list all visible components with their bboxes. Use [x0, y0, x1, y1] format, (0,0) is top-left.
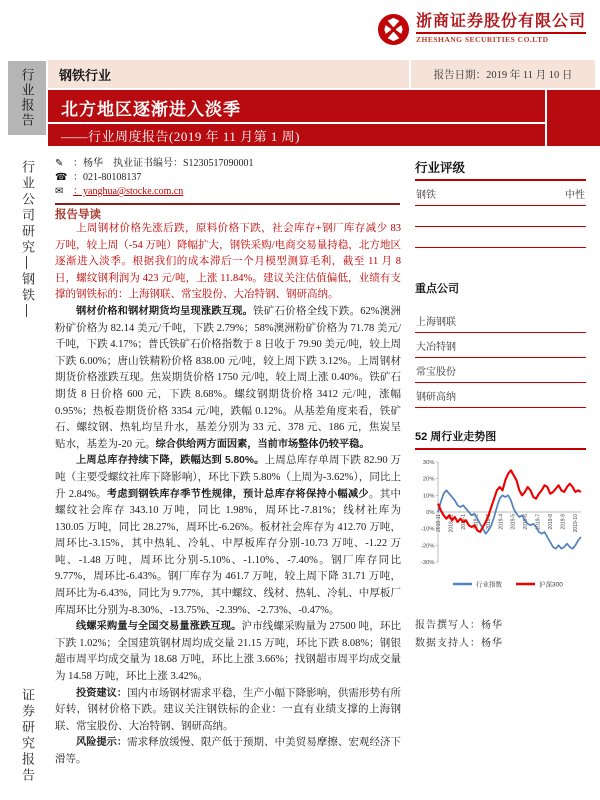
title-banner: [48, 90, 600, 146]
svg-text:2019-1: 2019-1: [460, 514, 467, 530]
svg-text:20%: 20%: [422, 476, 435, 483]
zheshang-logo-icon: [377, 13, 410, 46]
industry-band: [48, 60, 595, 88]
report-paragraph: 风险提示：需求释放缓慢、限产低于预期、中美贸易摩擦、宏观经济下滑等。: [55, 737, 402, 765]
report-paragraph: 上周钢材价格先涨后跌，原料价格下跌，社会库存+钢厂库存减少 83 万吨，较上周（-54 万吨）降幅扩大，钢铁采购/电商交易量持稳，北方地区逐渐进入淡季。根据我们的成本滞后一个月模型测算毛利，截至 11 月 8 日，螺纹钢利润为 423 元/吨，上涨 11.84%。建议关注估值偏低，业绩有支撑的钢铁标的：上海钢联、常宝股份、大冶特钢、钢研高纳。: [55, 223, 401, 301]
contact-row: [55, 185, 400, 199]
side-tab-report-type: 行业报告: [8, 61, 46, 135]
report-paragraph: 线螺采购量与全国交易量涨跌互现。沪市线螺采购量为 27500 吨，环比下跌 1.02%；全国建筑钢材周均成交量 21.15 万吨，环比下跌 8.08%；钢银超市周平均成交量为 18.68 万吨，环比上涨 3.66%；找钢超市周平均成交量为 14.58 万吨，环比上涨 3.42%。: [55, 621, 402, 683]
banner-right-divider: [545, 90, 547, 146]
contact-row: [55, 171, 400, 185]
data-support: 数据支持人：杨华: [415, 638, 503, 649]
key-company-item: 钢研高纳: [415, 383, 586, 408]
logo-divider: [416, 32, 586, 34]
rating-table: [415, 181, 586, 248]
report-subtitle: ——行业周度报告(2019 年 11 月第 1 周): [61, 129, 300, 144]
svg-text:2019-2: 2019-2: [473, 514, 480, 530]
svg-text:2019-10: 2019-10: [573, 514, 579, 533]
company-logo: [377, 13, 586, 46]
contact-text: ：021-80108137: [73, 172, 142, 183]
report-title: 北方地区逐渐进入淡季: [61, 100, 241, 119]
contact-text: ：杨华 执业证书编号：S1230517090001: [73, 158, 254, 169]
right-column: [415, 158, 586, 653]
mail-icon: ✉: [55, 186, 64, 197]
key-company-item: 上海钢联: [415, 308, 586, 333]
svg-text:2019-4: 2019-4: [498, 514, 505, 530]
contact-block: [55, 157, 400, 205]
banner-divider: [48, 122, 545, 124]
phone-icon: ☎: [55, 172, 68, 183]
rating-title: 行业评级: [415, 158, 586, 181]
svg-text:-10%: -10%: [420, 526, 435, 533]
contact-row: [55, 157, 400, 171]
key-companies-title: 重点公司: [415, 283, 459, 295]
svg-text:2019-9: 2019-9: [560, 514, 567, 530]
rating-row-empty: [415, 227, 586, 248]
report-body: [55, 221, 401, 769]
report-paragraph: 钢材价格和钢材期货均呈现涨跌互现。铁矿石价格全线下跌。62%澳洲粉矿价格为 82.14 美元/千吨，下跌 2.79%；58%澳洲粉矿价格为 71.78 美元/千吨，下跌 4.17%；普氏铁矿石价格指数于 8 日收于 79.90 美元/吨，较上周下跌 6.00%；唐山铁精粉价格 838.00 元/吨，较上周下跌 3.12%。上周钢材期货价格涨跌互现。焦炭期货价格 1750 元/吨，较上周上涨 0.40%。铁矿石期货 8 日价格 600 元，下跌 8.68%。螺纹钢期货价格 3412 元/吨，涨幅 0.95%；热板卷期货价格 3354 元/吨，跌幅 0.12%。从基差角度来看，铁矿石、螺纹钢、热轧均呈升水，基差分别为 33 元、378 元、186 元，焦炭呈贴水，基差为-20 元。综合供给两方面因素，当前市场整体仍较平稳。: [55, 305, 402, 450]
chart-section-title: 52 周行业走势图: [415, 428, 586, 450]
industry-name: 钢铁行业: [59, 67, 112, 83]
report-writer: 报告撰写人：杨华: [415, 620, 503, 631]
svg-text:0%: 0%: [426, 510, 435, 516]
pen-icon: ✎: [55, 158, 64, 169]
svg-text:2018-11: 2018-11: [436, 514, 442, 532]
svg-text:-20%: -20%: [420, 543, 435, 550]
svg-text:2019-5: 2019-5: [510, 514, 517, 530]
key-company-item: 常宝股份: [415, 358, 586, 383]
report-paragraph: 投资建议：国内市场钢材需求平稳，生产小幅下降影响，供需形势有所好转，钢材价格下跌。建议关注钢铁标的企业：一直有业绩支撑的上海钢联、常宝股份、大冶特钢、钢研高纳。: [55, 687, 402, 732]
svg-text:沪深300: 沪深300: [539, 581, 563, 589]
company-name-cn: 浙商证券股份有限公司: [415, 13, 586, 30]
svg-text:2019-6: 2019-6: [523, 514, 530, 530]
svg-text:30%: 30%: [422, 460, 435, 466]
key-companies-list: [415, 308, 586, 408]
svg-text:2018-12: 2018-12: [448, 514, 455, 533]
rating-row: 钢铁 中性: [415, 181, 586, 206]
svg-text:2019-3: 2019-3: [485, 514, 492, 530]
svg-text:-30%: -30%: [420, 560, 435, 566]
svg-text:2019-8: 2019-8: [548, 514, 555, 530]
svg-text:10%: 10%: [422, 493, 435, 500]
lead-section-title: 报告导读: [55, 209, 101, 221]
key-company-item: 大冶特钢: [415, 333, 586, 358]
svg-text:2019-7: 2019-7: [535, 514, 542, 530]
industry-chart: [415, 456, 586, 601]
side-research-line: 行业公司研究—钢铁—: [20, 160, 35, 320]
contact-email-link[interactable]: ：yanghua@stocke.com.cn: [73, 186, 184, 197]
svg-text:行业指数: 行业指数: [476, 581, 502, 589]
side-research-report: 证券研究报告: [20, 688, 35, 784]
company-name-en: ZHESHANG SECURITIES CO.LTD: [415, 34, 549, 44]
report-paragraph: 上周总库存持续下降，跌幅达到 5.80%。上周总库存单周下跌 82.90 万吨（主要受螺纹社库下降影响），环比下跌 5.80%（上周为-3.62%），同比上升 2.84%。考虑到钢铁库存季节性规律，预计总库存将保持小幅减少。其中螺纹社会库存 343.10 万吨，同比 1.98%，周环比-7.81%；线材社库为 130.05 万吨，同比 28.27%，周环比-6.26%。板材社会库存为 412.70 万吨，周环比-3.15%，其中热轧、冷轧、中厚板库存分别-10.73 万吨、-1.22 万吨、-1.48 万吨，周环比分别-5.10%、-1.10%、-7.40%。钢厂库存同比 9.77%，周环比-6.43%。钢厂库存为 461.7 万吨，较上周下降 31.71 万吨，周环比为-6.43%，同比为 9.77%，其中螺纹、线材、热轧、冷轧、中厚板厂库周环比分别为-8.30%、-13.75%、-2.39%、-2.73%、-0.47%。: [55, 455, 402, 616]
rating-row-empty: [415, 206, 586, 227]
report-date: 报告日期：2019 年 11 月 10 日: [409, 60, 595, 88]
